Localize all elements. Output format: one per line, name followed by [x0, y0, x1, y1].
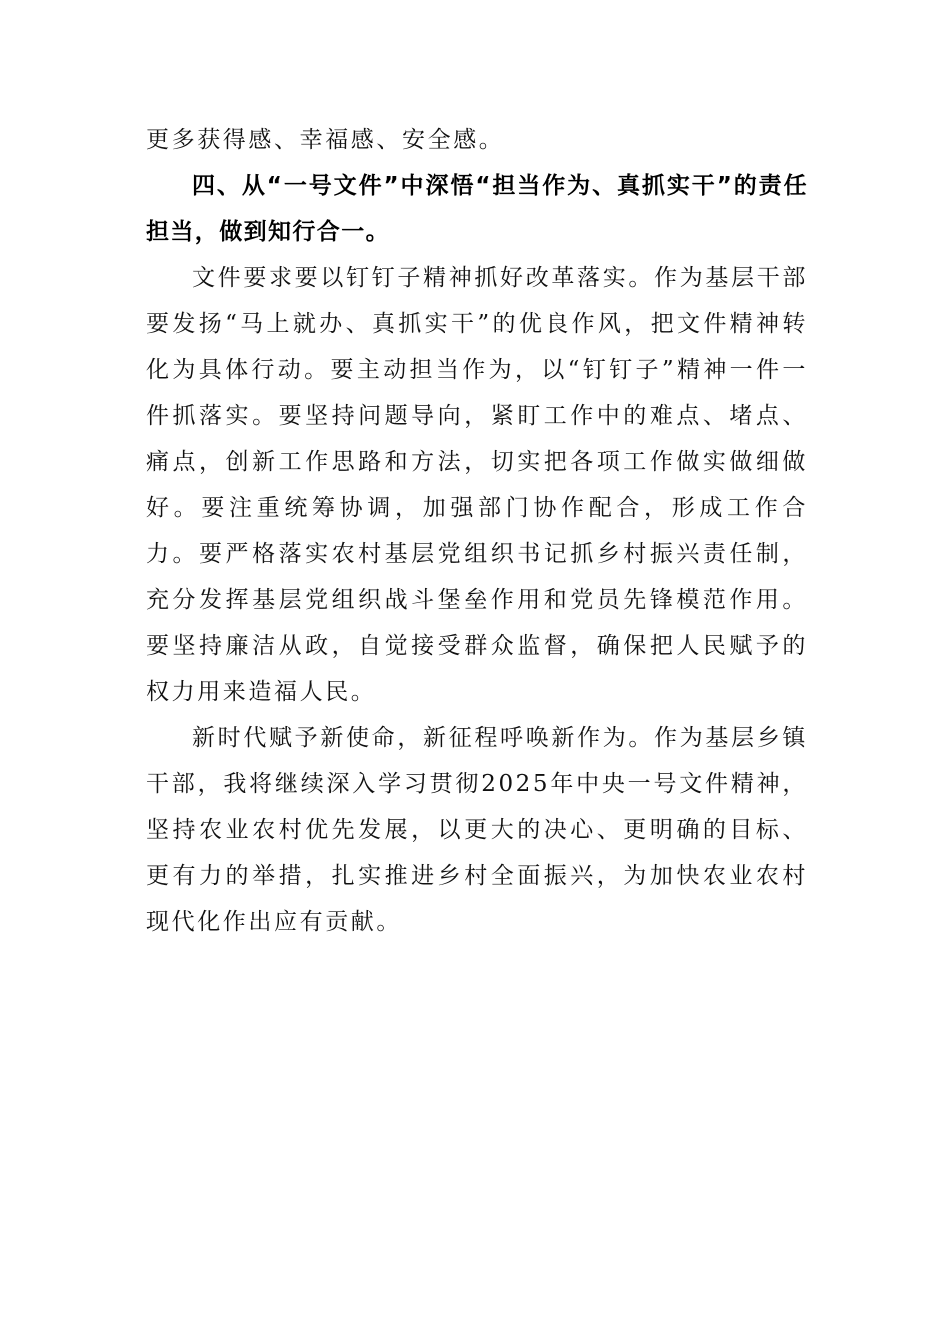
body-paragraph-2: 新时代赋予新使命，新征程呼唤新作为。作为基层乡镇干部，我将继续深入学习贯彻2025年中央一号文件精神，坚持农业农村优先发展，以更大的决心、更明确的目标、更有力的举措，扎实推进乡村全面振兴，为加快农业农村现代化作出应有贡献。	[146, 725, 808, 935]
continuation-paragraph: 更多获得感、幸福感、安全感。	[146, 127, 505, 153]
document-body	[146, 117, 808, 945]
body-paragraph-1: 文件要求要以钉钉子精神抓好改革落实。作为基层干部要发扬“马上就办、真抓实干”的优良作风，把文件精神转化为具体行动。要主动担当作为，以“钉钉子”精神一件一件抓落实。要坚持问题导向，紧盯工作中的难点、堵点、痛点，创新工作思路和方法，切实把各项工作做实做细做好。要注重统筹协调，加强部门协作配合，形成工作合力。要严格落实农村基层党组织书记抓乡村振兴责任制，充分发挥基层党组织战斗堡垒作用和党员先锋模范作用。要坚持廉洁从政，自觉接受群众监督，确保把人民赋予的权力用来造福人民。	[146, 265, 808, 705]
section-heading: 四、从“一号文件”中深悟“担当作为、真抓实干”的责任担当，做到知行合一。	[146, 173, 808, 245]
